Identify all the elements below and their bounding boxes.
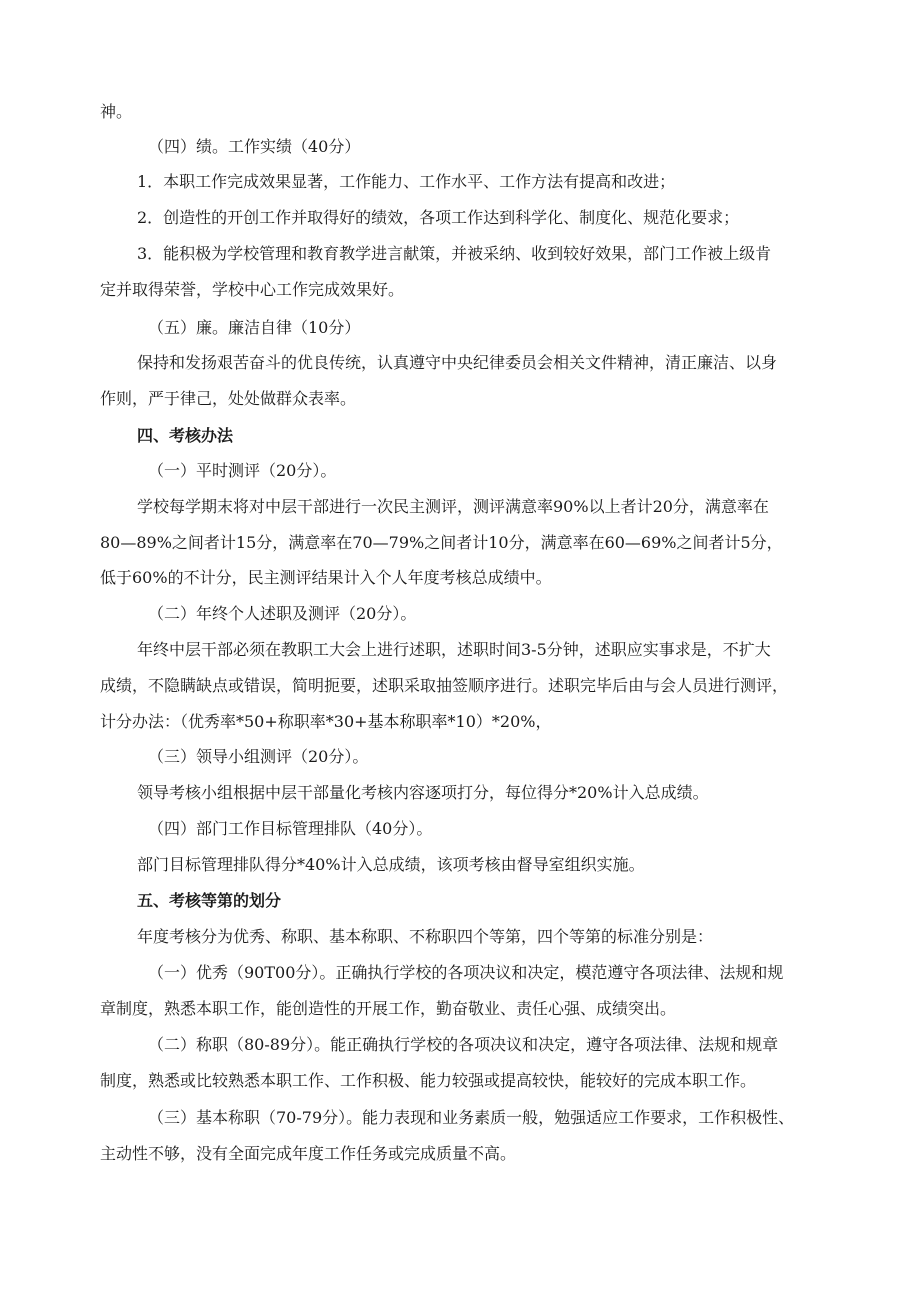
paragraph-regular-evaluation: 学校每学期末将对中层干部进行一次民主测评，测评满意率90%以上者计20分，满意率在 bbox=[137, 497, 769, 516]
subheading-year-end-report: （二）年终个人述职及测评（20分）。 bbox=[148, 604, 417, 623]
subheading-performance: （四）绩。工作实绩（40分） bbox=[148, 137, 361, 156]
paragraph-grade-competent-2: 制度，熟悉或比较熟悉本职工作、工作积极、能力较强或提高较快，能较好的完成本职工作。 bbox=[100, 1071, 757, 1090]
paragraph-grade-excellent-2: 章制度，熟悉本职工作，能创造性的开展工作，勤奋敬业、责任心强、成绩突出。 bbox=[100, 999, 677, 1018]
paragraph-year-end-report: 年终中层干部必须在教职工大会上进行述职，述职时间3-5分钟，述职应实事求是，不扩大 bbox=[137, 640, 771, 659]
paragraph-grade-excellent: （一）优秀（90T00分）。正确执行学校的各项决议和决定，模范遵守各项法律、法规和规 bbox=[148, 963, 784, 982]
paragraph-grade-basic: （三）基本称职（70-79分）。能力表现和业务素质一般，勉强适应工作要求，工作积极性、 bbox=[148, 1108, 795, 1127]
paragraph-grade-competent: （二）称职（80-89分）。能正确执行学校的各项决议和决定，遵守各项法律、法规和规章 bbox=[148, 1035, 779, 1054]
list-item-3-continued: 定并取得荣誉，学校中心工作完成效果好。 bbox=[100, 280, 405, 299]
paragraph-integrity-continued: 作则，严于律己，处处做群众表率。 bbox=[100, 389, 357, 408]
subheading-department-ranking: （四）部门工作目标管理排队（40分）。 bbox=[148, 819, 433, 838]
section-heading-assessment-method: 四、考核办法 bbox=[137, 426, 234, 445]
paragraph-year-end-report-2: 成绩，不隐瞒缺点或错误，简明扼要，述职采取抽签顺序进行。述职完毕后由与会人员进行测评， bbox=[100, 676, 789, 695]
paragraph-regular-evaluation-2: 80—89%之间者计15分，满意率在70—79%之间者计10分，满意率在60—69%之间者计5分， bbox=[100, 533, 783, 552]
subheading-regular-evaluation: （一）平时测评（20分）。 bbox=[148, 461, 337, 480]
paragraph-leadership-evaluation: 领导考核小组根据中层干部量化考核内容逐项打分，每位得分*20%计入总成绩。 bbox=[137, 783, 709, 802]
text-line-1: 神。 bbox=[100, 102, 133, 121]
paragraph-regular-evaluation-3: 低于60%的不计分，民主测评结果计入个人年度考核总成绩中。 bbox=[100, 568, 552, 587]
subheading-leadership-evaluation: （三）领导小组测评（20分）。 bbox=[148, 747, 369, 766]
subheading-integrity: （五）廉。廉洁自律（10分） bbox=[148, 318, 361, 337]
list-item-2: 2．创造性的开创工作并取得好的绩效，各项工作达到科学化、制度化、规范化要求； bbox=[137, 208, 740, 227]
paragraph-integrity: 保持和发扬艰苦奋斗的优良传统，认真遵守中央纪律委员会相关文件精神，清正廉洁、以身 bbox=[137, 353, 778, 372]
list-item-1: 1．本职工作完成效果显著，工作能力、工作水平、工作方法有提高和改进； bbox=[137, 172, 676, 191]
list-item-3: 3．能积极为学校管理和教育教学进言献策，并被采纳、收到较好效果，部门工作被上级肯 bbox=[137, 244, 772, 263]
paragraph-grade-division: 年度考核分为优秀、称职、基本称职、不称职四个等第，四个等第的标准分别是： bbox=[137, 927, 714, 946]
section-heading-grade-division: 五、考核等第的划分 bbox=[137, 891, 282, 910]
paragraph-year-end-report-3: 计分办法：（优秀率*50+称职率*30+基本称职率*10）*20%， bbox=[100, 712, 552, 731]
paragraph-department-ranking: 部门目标管理排队得分*40%计入总成绩，该项考核由督导室组织实施。 bbox=[137, 855, 645, 874]
paragraph-grade-basic-2: 主动性不够，没有全面完成年度工作任务或完成质量不高。 bbox=[100, 1144, 517, 1163]
